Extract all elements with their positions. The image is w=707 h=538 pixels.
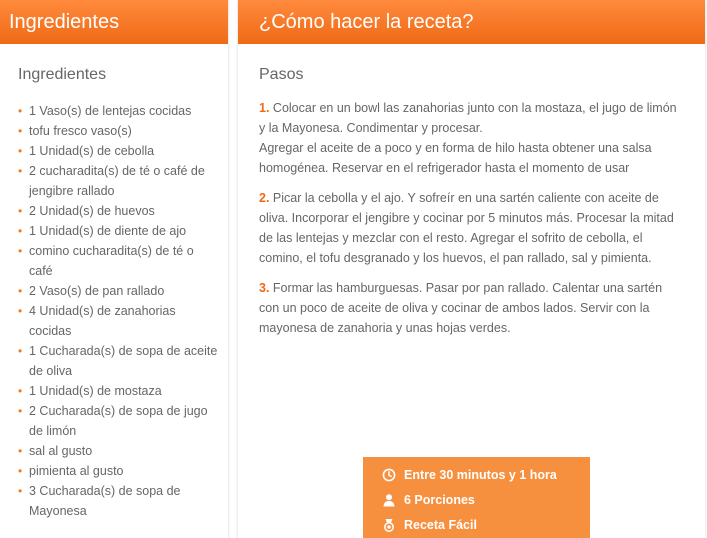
ingredient-item: • 4 Unidad(s) de zanahorias cocidas [18, 301, 219, 341]
steps-list [238, 84, 705, 338]
medal-icon [382, 518, 396, 532]
recipe-step [259, 98, 677, 178]
difficulty-label: Receta Fácil [404, 517, 477, 532]
recipe-step [259, 188, 677, 268]
recipe-step [259, 278, 677, 338]
difficulty-info [363, 512, 590, 537]
ingredient-item: • 1 Cucharada(s) de sopa de aceite de oliva [18, 341, 219, 381]
ingredient-item: • 2 Unidad(s) de huevos [18, 201, 219, 221]
recipe-info-box [363, 457, 590, 538]
ingredient-item: • 2 Cucharada(s) de sopa de jugo de limón [18, 401, 219, 441]
time-label: Entre 30 minutos y 1 hora [404, 467, 557, 482]
ingredients-panel [0, 0, 228, 538]
ingredient-item: • sal al gusto [18, 441, 219, 461]
ingredient-item: • tofu fresco vaso(s) [18, 121, 219, 141]
step-body: Colocar en un bowl las zanahorias junto con la mostaza, el jugo de limón y la Mayonesa. Condimentar y procesar. [259, 101, 677, 135]
ingredient-item: • 3 Cucharada(s) de sopa de Mayonesa [18, 481, 219, 521]
ingredient-item: • 1 Unidad(s) de cebolla [18, 141, 219, 161]
ingredients-list [0, 101, 228, 521]
portions-label: 6 Porciones [404, 492, 475, 507]
step-body: Formar las hamburguesas. Pasar por pan rallado. Calentar una sartén con un poco de aceite de oliva y cocinar de ambos lados. Servir con la mayonesa de zanahoria y unas hojas verdes. [259, 281, 663, 335]
time-info [363, 462, 590, 487]
ingredient-item: • comino cucharadita(s) de té o café [18, 241, 219, 281]
step-number: 2. [259, 191, 270, 205]
ingredient-item: • 1 Unidad(s) de diente de ajo [18, 221, 219, 241]
step-text [259, 98, 677, 138]
person-icon [382, 493, 396, 507]
step-text [259, 278, 677, 338]
step-body: Picar la cebolla y el ajo. Y sofreír en una sartén caliente con aceite de oliva. Incorporar el jengibre y cocinar por 5 minutos más. Procesar la mitad de las lentejas y mezclar con el resto. Agregar el sofrito de cebolla, el comino, el tofu desgranado y los huevos, el pan rallado, sal y pimienta. [259, 191, 674, 265]
portions-info [363, 487, 590, 512]
steps-section-title: Pasos [259, 66, 304, 83]
step-number: 1. [259, 101, 270, 115]
clock-icon [382, 468, 396, 482]
step-text [259, 188, 677, 268]
ingredient-item: • 1 Vaso(s) de lentejas cocidas [18, 101, 219, 121]
ingredient-item: • pimienta al gusto [18, 461, 219, 481]
ingredients-header: Ingredientes [0, 0, 228, 44]
ingredient-item: • 2 cucharadita(s) de té o café de jengibre rallado [18, 161, 219, 201]
step-extra: Agregar el aceite de a poco y en forma de hilo hasta obtener una salsa homogénea. Reservar en el refrigerador hasta el momento de usar [259, 141, 652, 175]
ingredient-item: • 1 Unidad(s) de mostaza [18, 381, 219, 401]
ingredient-item: • 2 Vaso(s) de pan rallado [18, 281, 219, 301]
recipe-header: ¿Cómo hacer la receta? [238, 0, 705, 44]
step-number: 3. [259, 281, 270, 295]
ingredients-section-title: Ingredientes [18, 66, 107, 83]
